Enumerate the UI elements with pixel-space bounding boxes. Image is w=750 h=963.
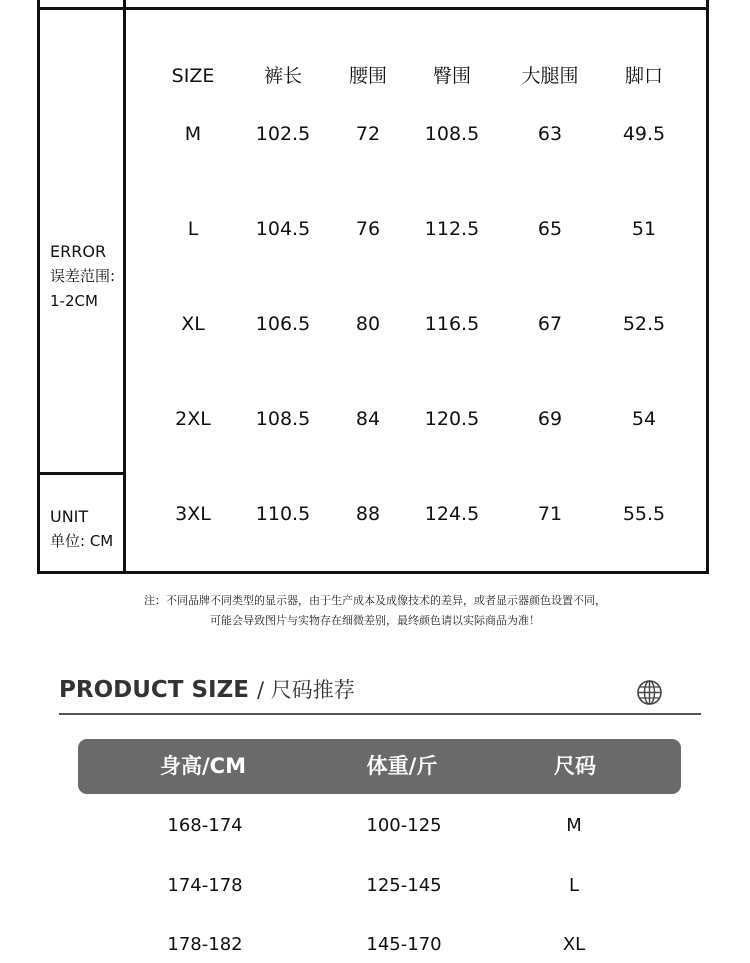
table-row [150,306,710,342]
cell-weight: 145-170 [366,934,442,955]
cell-hip: 124.5 [424,503,480,525]
unit-label [50,504,113,554]
header-size: SIZE [171,65,215,87]
cell-hem: 54 [631,408,657,430]
frame-column-divider [123,0,126,574]
cell-length: 102.5 [255,123,311,145]
table-row [150,401,710,437]
header-thigh: 大腿围 [521,65,579,87]
cell-size: M [566,815,582,836]
cell-size: L [187,218,199,240]
cell-hem: 55.5 [622,503,666,525]
frame-row-divider [37,472,126,475]
cell-thigh: 71 [537,503,563,525]
cell-hip: 116.5 [424,313,480,335]
cell-hem: 51 [631,218,657,240]
cell-size: XL [562,934,586,955]
table-row [150,211,710,247]
cell-weight: 125-145 [366,875,442,896]
error-label [50,239,115,314]
section-divider [59,713,701,715]
table-row [150,496,710,532]
header-weight: 体重/斤 [366,754,438,778]
unit-label-en: UNIT [50,507,89,526]
header-recommended-size: 尺码 [554,754,596,778]
cell-height: 168-174 [167,815,243,836]
recommendation-header [78,739,681,794]
cell-hip: 120.5 [424,408,480,430]
cell-length: 106.5 [255,313,311,335]
cell-waist: 84 [355,408,381,430]
cell-thigh: 65 [537,218,563,240]
unit-label-zh: 单位: CM [50,532,114,550]
disclaimer-line-2: 可能会导致图片与实物存在细微差别，最终颜色请以实际商品为准！ [210,614,540,627]
cell-waist: 76 [355,218,381,240]
cell-height: 178-182 [167,934,243,955]
header-length: 裤长 [263,65,302,87]
cell-thigh: 67 [537,313,563,335]
error-label-en: ERROR [50,242,107,261]
cell-height: 174-178 [167,875,243,896]
cell-size: L [568,875,580,896]
header-height: 身高/CM [160,754,246,778]
frame-top-rule [37,7,709,10]
section-title [59,674,355,704]
cell-size: XL [181,313,205,335]
cell-thigh: 63 [537,123,563,145]
globe-icon [636,679,663,706]
cell-size: 3XL [175,503,211,525]
error-label-zh: 误差范围: [50,267,116,285]
cell-weight: 100-125 [366,815,442,836]
size-table-header [150,58,710,94]
cell-length: 104.5 [255,218,311,240]
cell-length: 110.5 [255,503,311,525]
table-row [78,808,681,844]
error-range: 1-2CM [50,292,98,310]
cell-waist: 72 [355,123,381,145]
cell-hip: 112.5 [424,218,480,240]
cell-size: 2XL [175,408,211,430]
cell-length: 108.5 [255,408,311,430]
header-hem: 脚口 [624,65,663,87]
cell-size: M [184,123,202,145]
cell-thigh: 69 [537,408,563,430]
cell-hip: 108.5 [424,123,480,145]
table-row [150,116,710,152]
section-title-en: PRODUCT SIZE [59,677,249,703]
table-row [78,927,681,963]
cell-hem: 49.5 [622,123,666,145]
header-hip: 臀围 [432,65,471,87]
disclaimer-line-1: 注：不同品牌不同类型的显示器，由于生产成本及成像技术的差异，或者显示器颜色设置不同， [144,594,606,607]
cell-waist: 80 [355,313,381,335]
cell-hem: 52.5 [622,313,666,335]
table-row [78,868,681,904]
section-title-zh: / 尺码推荐 [257,678,355,702]
header-waist: 腰围 [348,65,387,87]
cell-waist: 88 [355,503,381,525]
